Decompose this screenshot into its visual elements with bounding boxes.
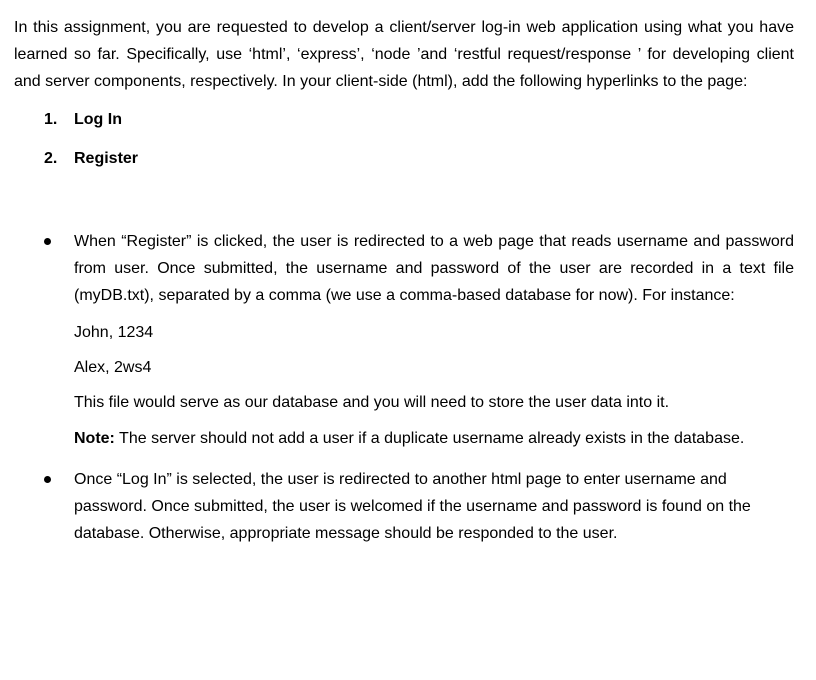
database-note: This file would serve as our database and you will need to store the user data into it. bbox=[74, 394, 670, 411]
register-description: When “Register” is clicked, the user is redirected to a web page that reads username and password from user. Once submitted, the username and password of the user are recorded in a text file (myDB.txt), separated by a comma (we use a comma-based database for now). For instance: bbox=[74, 233, 794, 304]
intro-paragraph: In this assignment, you are requested to develop a client/server log-in web application using what you have learned so far. Specifically, use ‘html’, ‘express’, ‘node ’and ‘restful request/response ’ for developing client and server components, respectively. In your client-side (html), add the following hyperlinks to the page: bbox=[14, 19, 794, 90]
bullet-login bbox=[14, 466, 794, 547]
example-line: John, 1234 bbox=[74, 324, 154, 341]
requirements-list bbox=[14, 228, 794, 547]
list-label-log-in: Log In bbox=[74, 111, 122, 128]
bullet-register bbox=[14, 228, 794, 452]
bullet-icon bbox=[44, 476, 51, 483]
list-number: 2. bbox=[44, 150, 58, 167]
bullet-icon bbox=[44, 238, 51, 245]
list-item-log-in bbox=[14, 109, 794, 131]
list-number: 1. bbox=[44, 111, 58, 128]
example-line: Alex, 2ws4 bbox=[74, 359, 152, 376]
login-description: Once “Log In” is selected, the user is redirected to another html page to enter username and password. Once submitted, the user is welcomed if the username and password is found on the database. Otherwise, appropriate message should be responded to the user. bbox=[74, 471, 751, 542]
duplicate-note bbox=[74, 425, 794, 452]
list-item-register bbox=[14, 148, 794, 170]
list-label-register: Register bbox=[74, 150, 139, 167]
document-page bbox=[14, 14, 794, 547]
note-text: The server should not add a user if a duplicate username already exists in the database. bbox=[114, 430, 745, 447]
note-label: Note: bbox=[74, 430, 115, 447]
hyperlink-list bbox=[14, 109, 794, 170]
